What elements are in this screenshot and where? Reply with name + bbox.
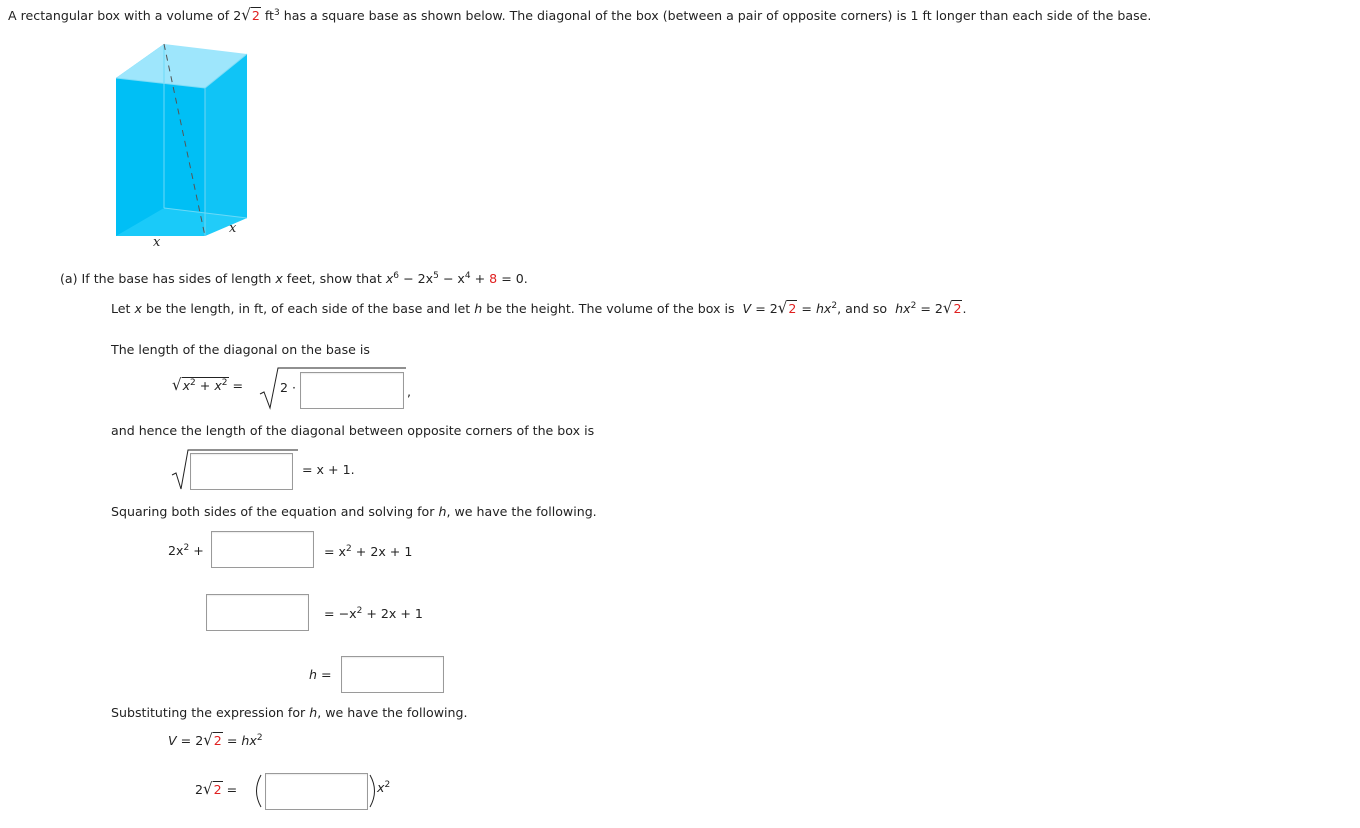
row1-lhs: $2x^2$ + [168,543,204,558]
diag-base-label: The length of the diagonal on the base is [111,342,370,357]
final-lhs: 2√2 = [195,779,238,799]
row1-input[interactable] [211,531,314,568]
box-diagonal-input[interactable] [190,453,293,490]
row2-rhs: = $-x^2 + 2x + 1$ [324,606,423,621]
problem-statement [8,6,1151,24]
substitute-label: Substituting the expression for h, we have the following. [111,705,468,720]
row3-lhs: h = [309,667,332,682]
diag-box-label: and hence the length of the diagonal between opposite corners of the box is [111,423,595,438]
final-input[interactable] [265,773,368,810]
row1-rhs: = $x^2 + 2x + 1$ [324,544,413,559]
base-diagonal-input[interactable] [300,372,404,409]
box-diagonal-rhs: = x + 1. [302,462,355,477]
h-input[interactable] [341,656,444,693]
problem-text-a: A rectangular box with a volume of [8,8,230,23]
squaring-label: Squaring both sides of the equation and solving for h, we have the following. [111,504,597,519]
base-diagonal-lhs: $√x^2 + x^2$ = [172,375,244,395]
row2-input[interactable] [206,594,309,631]
figure-label-side: x [229,221,237,236]
part-a-heading: (a) If the base has sides of length x feet, show that $x^6 - 2x^5 - x^4 + 8 = 0$. [60,271,528,286]
left-paren [250,773,264,809]
final-x-squared: $x^2$ [377,780,391,795]
comma: , [407,384,412,399]
two-dot: 2 · [280,380,297,395]
problem-text-b: has a square base as shown below. The diagonal of the box (between a pair of opposite corners) is 1 ft longer than each side of the base. [283,8,1152,23]
target-equation: $x^6 - 2x^5 - x^4 + 8 = 0$. [385,271,528,286]
volume-line: $V = 2√2 = hx^2$ [168,730,263,750]
setup-sentence: Let x be the length, in ft, of each side of the base and let h be the height. The volume of the box is $V = 2√2 = hx^2$, and so $hx^2 = 2√2$. [111,298,967,318]
volume-expr: 2√2 $ft^3$ [233,5,280,25]
figure-label-front: x [153,235,161,250]
volume-radical: √2 [241,5,260,25]
